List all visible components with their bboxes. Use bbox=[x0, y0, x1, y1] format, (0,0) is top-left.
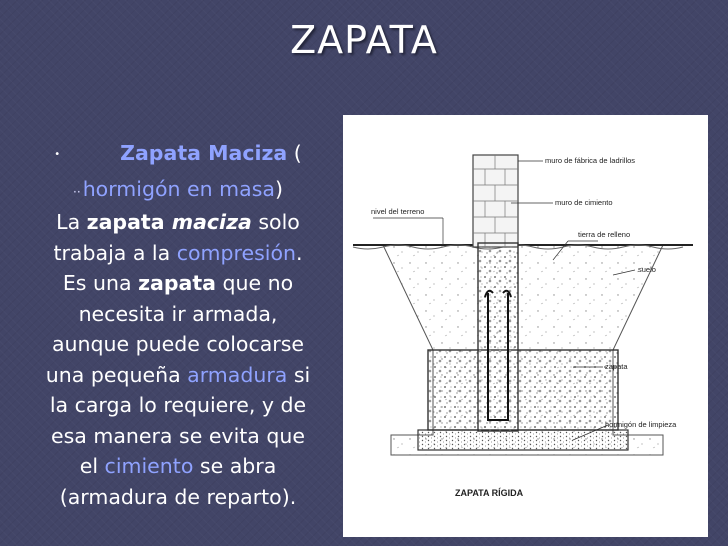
label-muro-ladrillos: muro de fábrica de ladrillos bbox=[545, 156, 636, 165]
text-period: . bbox=[296, 240, 303, 265]
diagram-caption: ZAPATA RÍGIDA bbox=[455, 488, 524, 498]
cimiento-term: cimiento bbox=[104, 454, 194, 478]
heading-term: Zapata Maciza bbox=[120, 141, 288, 165]
text-line-2 bbox=[10, 174, 346, 208]
open-paren: ( bbox=[287, 141, 302, 165]
footing-block bbox=[428, 350, 618, 430]
close-paren: ) bbox=[274, 176, 283, 201]
text-maciza: maciza bbox=[171, 210, 252, 234]
footing-diagram-svg bbox=[343, 115, 708, 537]
bullet-icon: • bbox=[54, 149, 61, 160]
text-line-11 bbox=[10, 451, 346, 482]
text-line-7: aunque puede colocarse bbox=[51, 332, 305, 356]
brick-wall bbox=[473, 155, 518, 247]
armadura-term: armadura bbox=[187, 362, 288, 387]
label-suelo: suelo bbox=[638, 265, 656, 274]
text-line-6: necesita ir armada, bbox=[78, 301, 278, 326]
en-masa-term: en masa bbox=[187, 176, 275, 201]
footing-diagram bbox=[343, 115, 708, 537]
sub-bullet-icon: ·· bbox=[73, 184, 81, 199]
lean-concrete bbox=[418, 430, 628, 450]
label-muro-cimiento: muro de cimiento bbox=[555, 198, 613, 207]
text-una-pequena: una pequeña bbox=[45, 362, 188, 387]
foundation-wall bbox=[478, 243, 518, 431]
text-se-abra: se abra bbox=[193, 454, 277, 478]
text-solo: solo bbox=[251, 210, 300, 234]
label-nivel-terreno: nivel del terreno bbox=[371, 207, 425, 216]
hormigon-term: hormigón bbox=[82, 176, 181, 201]
text-line-5 bbox=[10, 268, 346, 299]
text-zapata-bold-2: zapata bbox=[138, 271, 216, 295]
text-el: el bbox=[79, 454, 105, 478]
text-line-1 bbox=[10, 138, 346, 174]
body-text bbox=[10, 138, 346, 512]
text-la: La bbox=[56, 210, 87, 234]
label-hormigon-limpieza: hormigón de limpieza bbox=[605, 420, 677, 429]
compresion-term: compresión bbox=[176, 240, 296, 265]
text-que-no: que no bbox=[215, 271, 294, 295]
text-line-12: (armadura de reparto). bbox=[59, 484, 297, 509]
text-line-3 bbox=[10, 207, 346, 238]
text-zapata-bold: zapata bbox=[86, 210, 172, 234]
slide-title: ZAPATA bbox=[290, 18, 438, 62]
text-line-9: la carga lo requiere, y de bbox=[49, 393, 307, 417]
text-line-8 bbox=[10, 360, 346, 391]
text-line-4 bbox=[10, 238, 346, 269]
text-si: si bbox=[287, 362, 311, 387]
text-trabaja: trabaja a la bbox=[53, 240, 177, 265]
label-tierra-relleno: tierra de relleno bbox=[578, 230, 631, 239]
label-zapata: zapata bbox=[605, 362, 628, 371]
text-line-10: esa manera se evita que bbox=[51, 423, 305, 448]
text-es-una: Es una bbox=[62, 271, 139, 295]
